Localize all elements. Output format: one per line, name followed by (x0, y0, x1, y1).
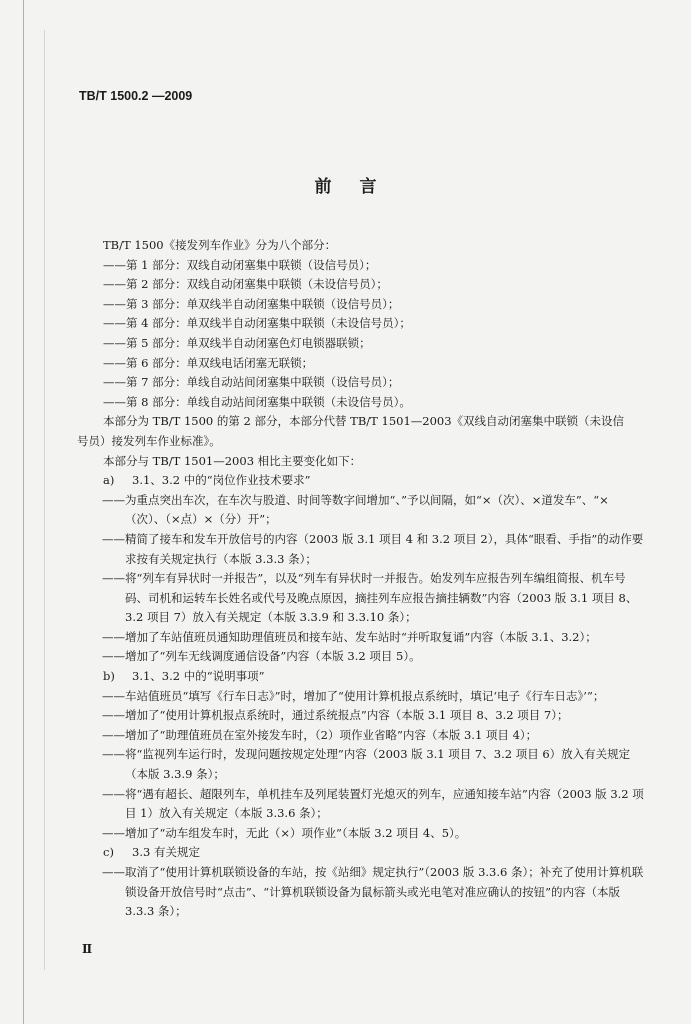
changes-intro: 本部分与 TB/T 1501—2003 相比主要变化如下： (103, 453, 362, 468)
parts-list (77, 256, 645, 413)
list-item: ——为重点突出车次，在车次与股道、时间等数字间增加“、”予以间隔，如“×（次）、×道发车”、“×（次）、（×点）×（分）开”； (102, 492, 609, 527)
list-item: ——第 7 部分：单线自动站间闭塞集中联锁（设信号员）； (103, 375, 400, 390)
list-item: ——将“列车有异状时一并报告”，以及“列车有异状时一并报告。始发列车应报告列车编组简报、机车号码、司机和运转车长姓名或代号及晚点原因，摘挂列车应报告摘挂辆数”内容（2003 版 3.1 项目 8、3.2 项目 7）放入有关规定（本版 3.3.9 和 3.3.10 条）； (102, 571, 638, 625)
list-item: ——第 2 部分：双线自动闭塞集中联锁（未设信号员）； (103, 277, 388, 292)
change-section-b (77, 667, 645, 843)
list-item: ——增加了车站值班员通知助理值班员和接车站、发车站时“并听取复诵”内容（本版 3.1、3.2）； (102, 629, 597, 644)
list-item: ——第 1 部分：双线自动闭塞集中联锁（设信号员）； (103, 257, 377, 272)
replace-paragraph-line2: 号员）接发列车作业标准》。 (77, 433, 221, 448)
list-item: ——将“监视列车运行时，发现问题按规定处理”内容（2003 版 3.1 项目 7、3.2 项目 6）放入有关规定（本版 3.3.9 条）； (102, 747, 631, 782)
section-label: a) (103, 473, 115, 488)
list-item: ——第 6 部分：单双线电话闭塞无联锁； (103, 355, 314, 370)
section-heading (77, 843, 645, 863)
section-title: 3.1、3.2 中的“说明事项” (132, 669, 265, 684)
list-item: ——车站值班员“填写《行车日志》”时，增加了“使用计算机报点系统时，填记‘电子《行车日志》’”； (102, 688, 605, 703)
document-body (77, 236, 645, 922)
list-item: ——增加了“助理值班员在室外接发车时，（2）项作业省略”内容（本版 3.1 项目 4）； (102, 727, 538, 742)
list-item: ——第 5 部分：单双线半自动闭塞色灯电锁器联锁； (103, 335, 371, 350)
list-item: ——精简了接车和发车开放信号的内容（2003 版 3.1 项目 4 和 3.2 项目 2），具体“眼看、手指”的动作要求按有关规定执行（本版 3.3.3 条）； (102, 531, 644, 566)
section-label: c) (103, 845, 114, 860)
page-number: Ⅱ (82, 942, 93, 956)
list-item: ——第 8 部分：单线自动站间闭塞集中联锁（未设信号员）。 (103, 394, 411, 409)
scan-edge-line (44, 30, 45, 970)
list-item: ——增加了“使用计算机报点系统时，通过系统报点”内容（本版 3.1 项目 8、3.2 项目 7）； (102, 708, 569, 723)
list-item: ——增加了“列车无线调度通信设备”内容（本版 3.2 项目 5）。 (102, 649, 421, 664)
intro-paragraph: TB/T 1500《接发列车作业》分为八个部分： (103, 238, 337, 252)
replace-paragraph-line1: 本部分为 TB/T 1500 的第 2 部分，本部分代替 TB/T 1501—2003《双线自动闭塞集中联锁（未设信 (103, 414, 625, 429)
change-section-a (77, 471, 645, 667)
document-code: TB/T 1500.2 —2009 (79, 89, 193, 103)
list-item: ——取消了“使用计算机联锁设备的车站，按《站细》规定执行”（2003 版 3.3.6 条）；补充了使用计算机联锁设备开放信号时“点击”、“计算机联锁设备为鼠标箭头或光电笔对准应确认的按钮”的内容（本版 3.3.3 条）； (102, 865, 644, 919)
list-item: ——将“遇有超长、超限列车，单机挂车及列尾装置灯光熄灭的列车，应通知接车站”内容（2003 版 3.2 项目 1）放入有关规定（本版 3.3.6 条）； (102, 786, 644, 821)
change-section-c (77, 843, 645, 921)
list-item: ——增加了“动车组发车时，无此（×）项作业”（本版 3.2 项目 4、5）。 (102, 825, 467, 840)
section-title: 3.3 有关规定 (132, 845, 200, 860)
section-heading (77, 667, 645, 687)
section-label: b) (103, 669, 115, 684)
scan-edge-line (23, 0, 24, 1024)
section-heading (77, 471, 645, 491)
page-title: 前言 (314, 177, 405, 197)
list-item: ——第 3 部分：单双线半自动闭塞集中联锁（设信号员）； (103, 296, 400, 311)
section-title: 3.1、3.2 中的“岗位作业技术要求” (132, 473, 311, 488)
list-item: ——第 4 部分：单双线半自动闭塞集中联锁（未设信号员）； (103, 316, 411, 331)
